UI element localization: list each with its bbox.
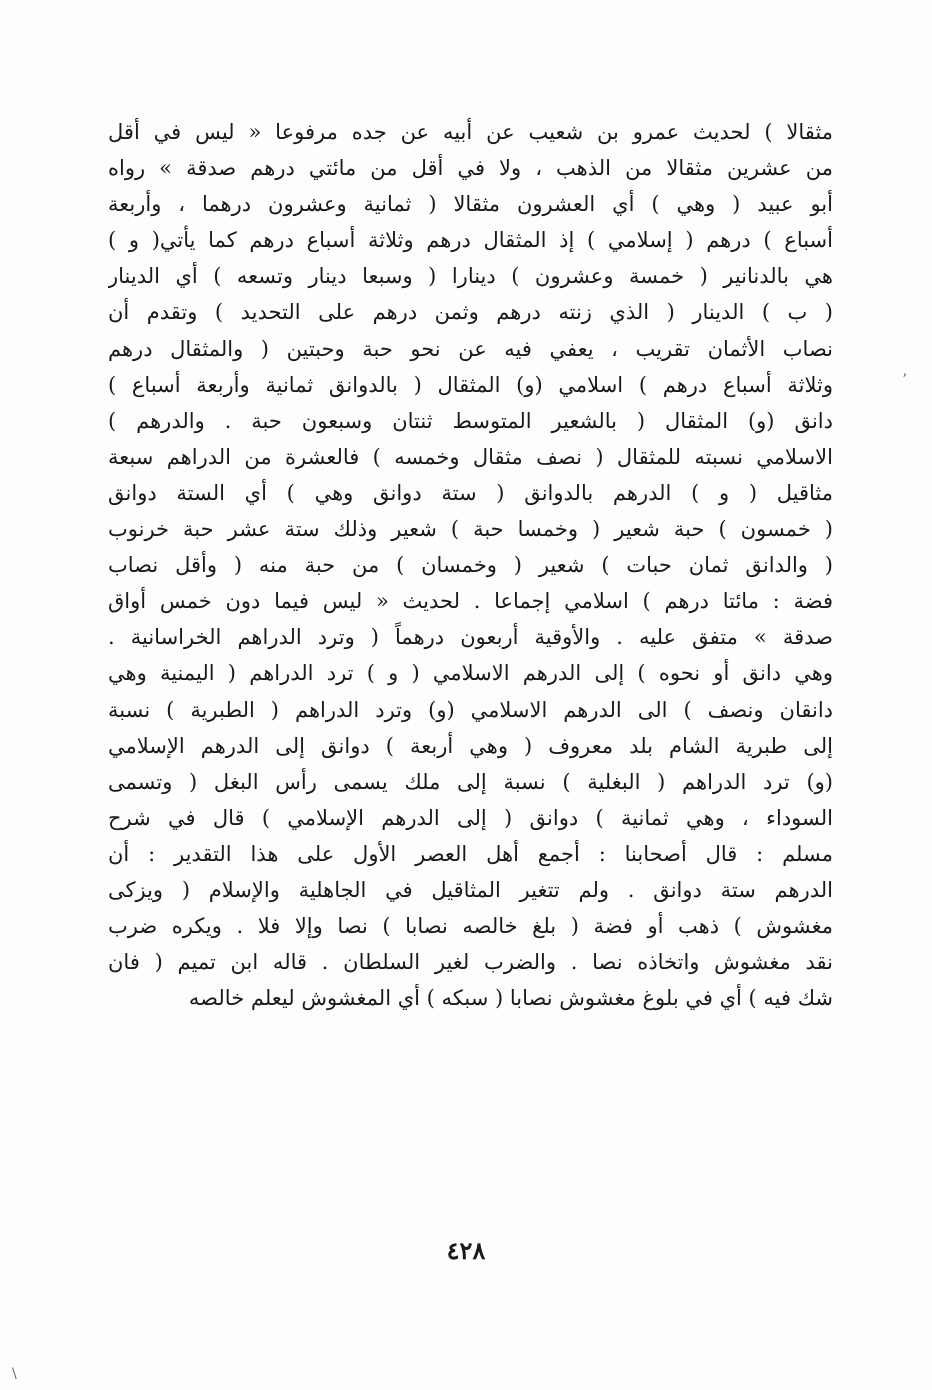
text-line: هي بالدنانير ( خمسة وعشرون ) دينارا ( وسبعا دينار وتسعه ) أي الدينار — [108, 264, 833, 289]
text-line: أسباع ) درهم ( إسلامي ) إذ المثقال درهم وثلاثة أسباع درهم كما يأتي( و ) — [108, 228, 833, 253]
text-line: مثاقيل ( و ) الدرهم بالدوانق ( ستة دوانق وهي ) أي الستة دوانق — [108, 480, 833, 505]
text-line: (و) ترد الدراهم ( البغلية ) نسبة إلى ملك يسمى رأس البغل ( وتسمى — [108, 769, 833, 794]
text-line: وهي دانق أو نحوه ) إلى الدرهم الاسلامي ( و ) ترد الدراهم ( اليمنية وهي — [108, 661, 833, 686]
text-line: دانق (و) المثقال ( بالشعير المتوسط ثنتان وسبعون حبة . والدرهم ) — [108, 408, 833, 433]
text-line: شك فيه ) أي في بلوغ مغشوش نصابا ( سبكه ) أي المغشوش ليعلم خالصه — [188, 986, 833, 1011]
body-text — [108, 114, 833, 1016]
text-line: من عشرين مثقالا من الذهب ، ولا في أقل من مائتي درهم صدقة » رواه — [108, 156, 833, 181]
text-line: نقد مغشوش واتخاذه نصا . والضرب لغير السلطان . قاله ابن تميم ( فان — [108, 950, 833, 975]
scan-corner-mark: \ — [12, 1366, 17, 1382]
text-line: الدرهم ستة دوانق . ولم تتغير المثاقيل في الجاهلية والإسلام ( ويزكى — [108, 877, 833, 902]
text-line: ( والدانق ثمان حبات ) شعير ( وخمسان ) من حبة منه ( وأقل نصاب — [108, 553, 833, 578]
text-line: فضة : مائتا درهم ) اسلامي إجماعا . لحديث « ليس فيما دون خمس أواق — [108, 589, 833, 614]
text-line: ( ب ) الدينار ( الذي زنته درهم وثمن درهم على التحديد ) وتقدم أن — [108, 300, 833, 325]
text-line: مثقالا ) لحديث عمرو بن شعيب عن أبيه عن جده مرفوعا « ليس في أقل — [108, 120, 833, 144]
text-line: السوداء ، وهي ثمانية ) دوانق ( إلى الدرهم الإسلامي ) قال في شرح — [108, 805, 833, 830]
text-line: دانقان ونصف ) الى الدرهم الاسلامي (و) وترد الدراهم ( الطبرية ) نسبة — [108, 697, 833, 722]
text-line: إلى طبرية الشام بلد معروف ( وهي أربعة ) دوانق إلى الدرهم الإسلامي — [108, 733, 833, 758]
page-number: ٤٢٨ — [446, 1236, 486, 1265]
text-line: صدقة » متفق عليه . والأوقية أربعون درهماً ( وترد الدراهم الخراسانية . — [108, 625, 833, 650]
text-line: أبو عبيد ( وهي ) أي العشرون مثقالا ( ثمانية وعشرون درهما ، وأربعة — [108, 192, 833, 217]
margin-tick-mark: ʼ — [902, 372, 907, 388]
text-line: مسلم : قال أصحابنا : أجمع أهل العصر الأول على هذا التقدير : أن — [108, 841, 833, 866]
text-line: وثلاثة أسباع درهم ) اسلامي (و) المثقال ( بالدوانق ثمانية وأربعة أسباع ) — [108, 372, 833, 397]
text-line: مغشوش ) ذهب أو فضة ( بلغ خالصه نصابا ) نصا وإلا فلا . ويكره ضرب — [108, 914, 833, 939]
text-line: نصاب الأثمان تقريب ، يعفي فيه عن نحو حبة وحبتين ( والمثقال درهم — [108, 336, 833, 361]
text-line: ( خمسون ) حبة شعير ( وخمسا حبة ) شعير وذلك ستة عشر حبة خرنوب — [108, 517, 833, 542]
text-line: الاسلامي نسبته للمثقال ( نصف مثقال وخمسه ) فالعشرة من الدراهم سبعة — [108, 444, 833, 469]
